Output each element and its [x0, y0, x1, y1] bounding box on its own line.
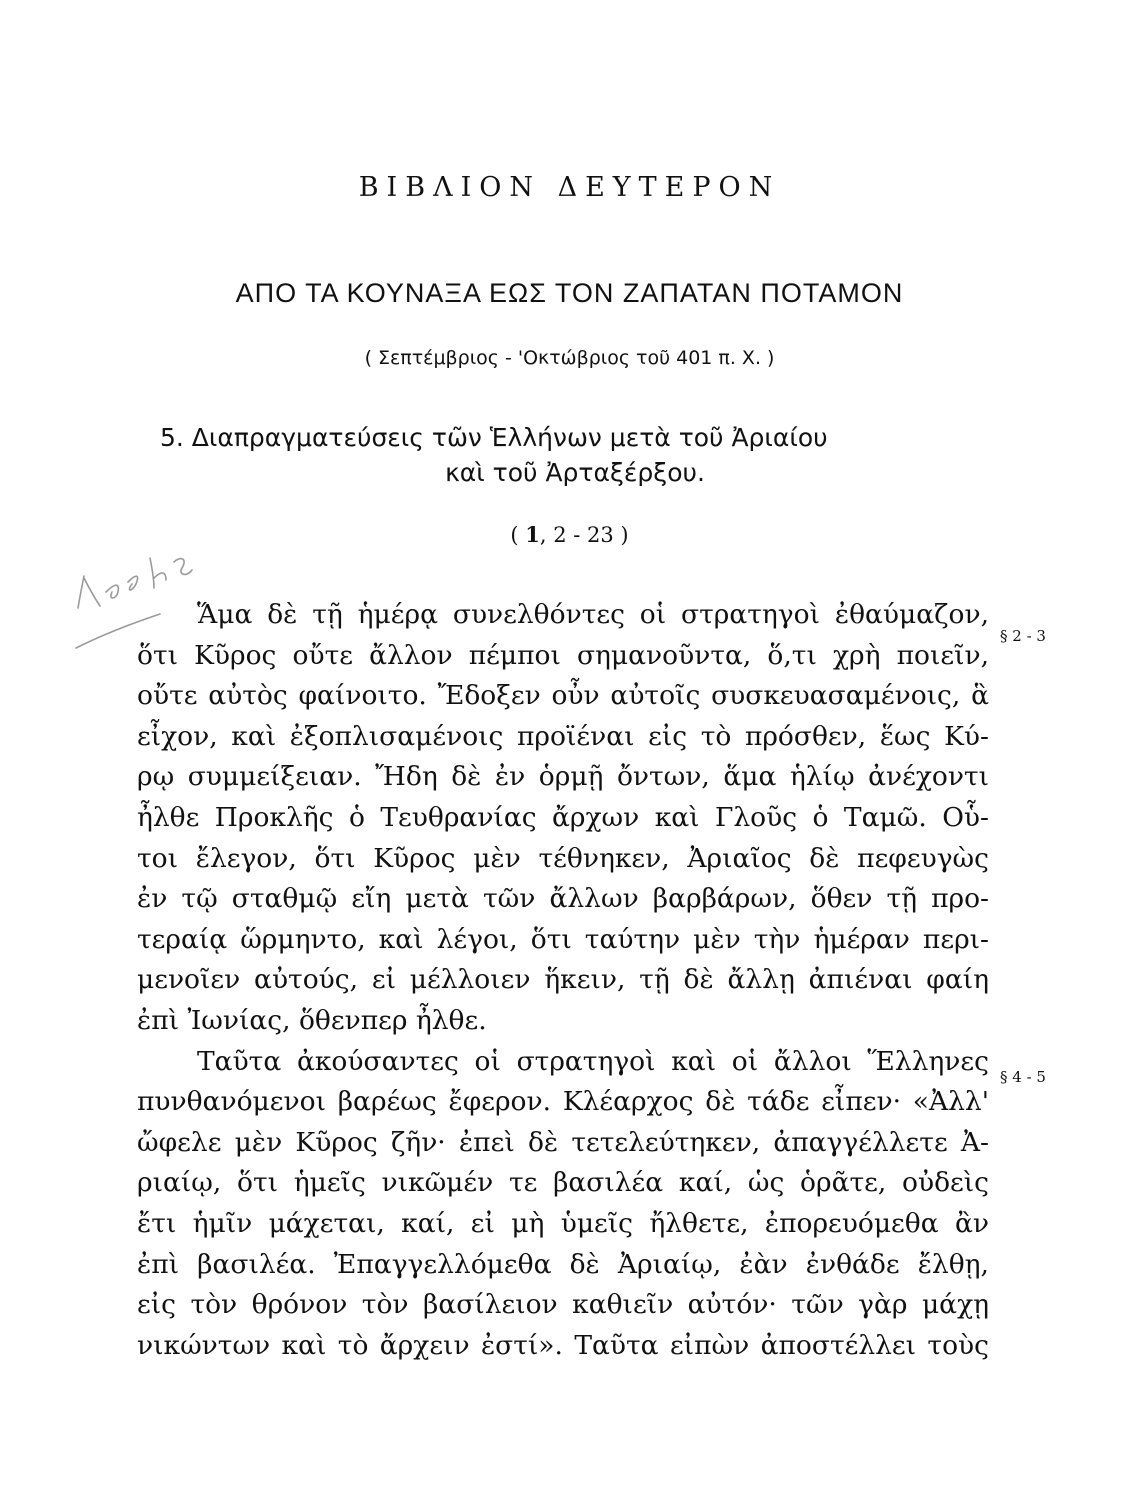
text-line: ριαίῳ, ὅτι ἡμεῖς νικῶμέν τε βασιλέα καί, ὡς ὁρᾶτε, οὐδεὶς: [137, 1167, 989, 1199]
date-range: ( Σεπτέμβριος - 'Οκτώβριος τοῦ 401 π. Χ. ): [364, 347, 775, 369]
text-line: ἐν τῷ σταθμῷ εἴη μετὰ τῶν ἄλλων βαρβάρων, ὅθεν τῇ προ-: [137, 883, 989, 915]
passage-reference: [0, 522, 1139, 547]
text-line: Ἅμα δὲ τῇ ἡμέρᾳ συνελθόντες οἱ στρατηγοὶ ἐθαύμαζον,: [197, 599, 989, 630]
text-line: νικώντων καὶ τὸ ἄρχειν ἐστί». Ταῦτα εἰπὼν ἀποστέλλει τοὺς: [137, 1329, 989, 1361]
chapter-heading: [160, 420, 990, 490]
text-line: εἰς τὸν θρόνον τὸν βασίλειον καθιεῖν αὐτόν· τῶν γὰρ μάχῃ: [137, 1289, 989, 1321]
margin-section-note-1: § 2 - 3: [1000, 627, 1046, 645]
book-title: ΒΙΒΛΙΟΝ ΔΕΥΤΕΡΟΝ: [358, 172, 781, 203]
text-line: τεραίᾳ ὥρμηντο, καὶ λέγοι, ὅτι ταύτην μὲν τὴν ἡμέραν περι-: [137, 923, 989, 955]
text-line: μενοῖεν αὐτούς, εἰ μέλλοιεν ἥκειν, τῇ δὲ ἄλλῃ ἀπιέναι φαίη: [137, 964, 989, 996]
text-line: Ταῦτα ἀκούσαντες οἱ στρατηγοὶ καὶ οἱ ἄλλοι Ἕλληνες: [197, 1045, 989, 1077]
text-line: ἔτι ἡμῖν μάχεται, καί, εἰ μὴ ὑμεῖς ἤλθετε, ἐπορευόμεθα ἂν: [137, 1207, 989, 1239]
text-line: οὔτε αὐτὸς φαίνοιτο. Ἔδοξεν οὖν αὐτοῖς συσκευασαμένοις, ἃ: [137, 680, 989, 712]
text-line: ἐπὶ Ἰωνίας, ὅθενπερ ἦλθε.: [137, 1004, 487, 1036]
chapter-heading-line-1: 5. Διαπραγματεύσεις τῶν Ἑλλήνων μετὰ τοῦ Ἀριαίου: [160, 423, 828, 452]
section-title: ΑΠΟ ΤΑ ΚΟΥΝΑΞΑ ΕΩΣ ΤΟΝ ΖΑΠΑΤΑΝ ΠΟΤΑΜΟΝ: [235, 278, 904, 308]
reference-book: 1: [525, 522, 540, 547]
reference-open: (: [510, 523, 526, 547]
text-line: τοι ἔλεγον, ὅτι Κῦρος μὲν τέθνηκεν, Ἀριαῖος δὲ πεφευγὼς: [137, 842, 989, 874]
text-line: εἶχον, καὶ ἐξοπλισαμένοις προϊέναι εἰς τὸ πρόσθεν, ἕως Κύ-: [137, 720, 989, 752]
text-line: πυνθανόμενοι βαρέως ἔφερον. Κλέαρχος δὲ τάδε εἶπεν· «Ἀλλ': [137, 1086, 989, 1118]
text-line: ὤφελε μὲν Κῦρος ζῆν· ἐπεὶ δὲ τετελεύτηκεν, ἀπαγγέλλετε Ἀ-: [137, 1126, 989, 1158]
text-line: ρῳ συμμείξειαν. Ἤδη δὲ ἐν ὁρμῇ ὄντων, ἅμα ἡλίῳ ἀνέχοντι: [137, 761, 989, 793]
text-line: ἦλθε Προκλῆς ὁ Τευθρανίας ἄρχων καὶ Γλοῦς ὁ Ταμῶ. Οὗ-: [137, 801, 989, 833]
margin-section-note-2: § 4 - 5: [1000, 1068, 1046, 1086]
text-line: ὅτι Κῦρος οὔτε ἄλλον πέμποι σημανοῦντα, ὅ,τι χρὴ ποιεῖν,: [137, 639, 989, 671]
reference-rest: , 2 - 23 ): [539, 523, 629, 547]
chapter-heading-line-2: καὶ τοῦ Ἀρταξέρξου.: [445, 458, 705, 487]
text-line: ἐπὶ βασιλέα. Ἐπαγγελλόμεθα δὲ Ἀριαίῳ, ἐὰν ἐνθάδε ἔλθῃ,: [137, 1248, 989, 1280]
paragraph-1: [137, 595, 989, 1042]
paragraph-2: [137, 1042, 989, 1367]
body-text: [137, 595, 989, 1366]
